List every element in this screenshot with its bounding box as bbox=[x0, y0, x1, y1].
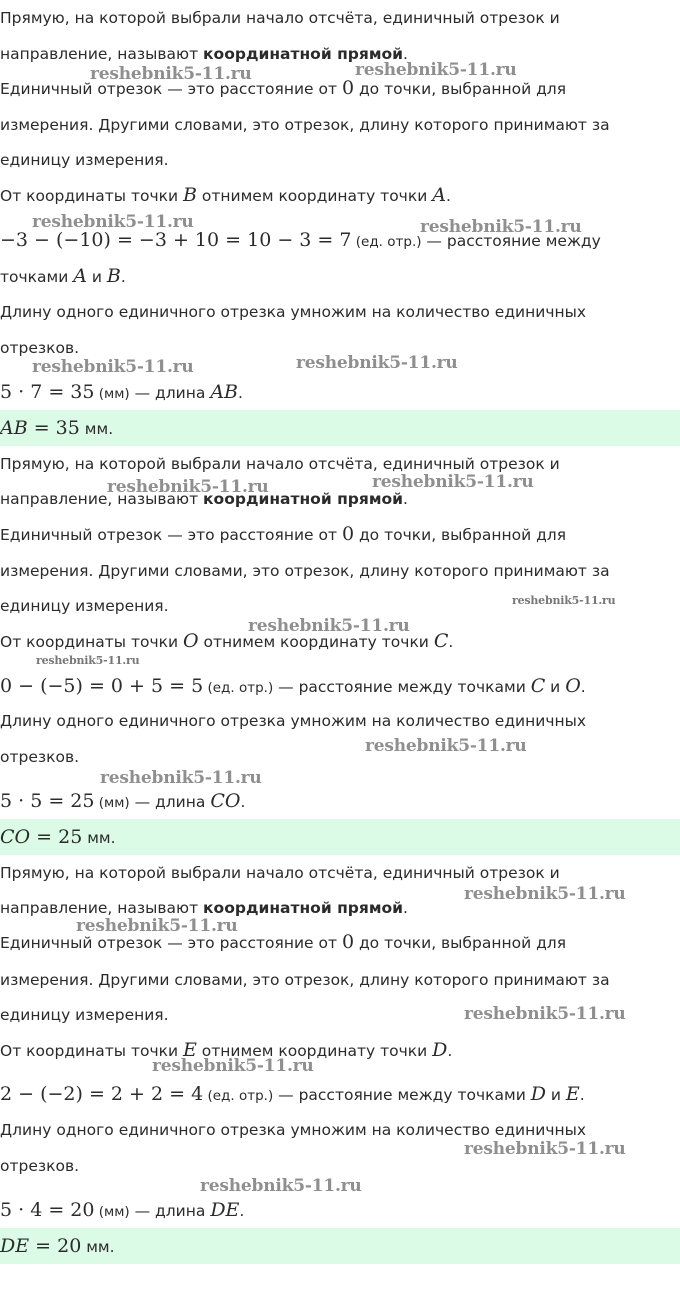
watermark: reshebnik5-11.ru bbox=[90, 64, 252, 84]
unit-label: мм. bbox=[81, 1238, 115, 1256]
point-label: D bbox=[432, 1039, 448, 1061]
distance-calculation bbox=[0, 1084, 585, 1106]
unit-label: (ед. отр.) bbox=[203, 680, 274, 696]
step-text: От координаты точки bbox=[0, 187, 183, 205]
definition-text: направление, называют bbox=[0, 45, 204, 63]
term-coordinate-line: координатной прямой bbox=[203, 45, 404, 63]
step-text: — длина bbox=[129, 793, 211, 811]
punctuation: . bbox=[445, 187, 451, 205]
punctuation: . bbox=[120, 268, 126, 286]
watermark: reshebnik5-11.ru bbox=[420, 217, 582, 237]
unit-label: (мм) bbox=[94, 795, 130, 811]
distance-formula: 0 − (−5) = 0 + 5 = 5 bbox=[0, 675, 204, 697]
unit-definition-text: измерения. Другими словами, это отрезок, длину которого принимают за bbox=[0, 116, 610, 134]
unit-definition-text: единицу измерения. bbox=[0, 1006, 169, 1024]
unit-definition-line bbox=[0, 524, 566, 545]
distance-calculation bbox=[0, 676, 586, 698]
watermark: reshebnik5-11.ru bbox=[76, 916, 238, 936]
answer-line bbox=[0, 418, 113, 439]
watermark: reshebnik5-11.ru bbox=[152, 1056, 314, 1076]
segment-label: CO bbox=[0, 826, 31, 848]
watermark: reshebnik5-11.ru bbox=[107, 477, 269, 497]
unit-label: (ед. отр.) bbox=[351, 234, 422, 250]
punctuation: . bbox=[579, 1086, 585, 1104]
point-label: O bbox=[182, 630, 199, 652]
step-text: — расстояние между точками bbox=[273, 1086, 531, 1104]
step-text: — длина bbox=[129, 384, 211, 402]
multiply-step bbox=[0, 1120, 586, 1140]
answer-line bbox=[0, 1236, 115, 1257]
multiply-step bbox=[0, 711, 586, 731]
watermark: reshebnik5-11.ru bbox=[512, 594, 616, 607]
definition-line bbox=[0, 8, 560, 28]
watermark: reshebnik5-11.ru bbox=[36, 654, 140, 667]
point-label: B bbox=[182, 184, 197, 206]
step-text: Длину одного единичного отрезка умножим на количество единичных bbox=[0, 1121, 587, 1139]
term-coordinate-line: координатной прямой bbox=[203, 490, 404, 508]
unit-definition-line bbox=[0, 561, 610, 581]
unit-definition-line bbox=[0, 596, 169, 616]
step-text: и bbox=[86, 268, 107, 286]
point-label: C bbox=[433, 630, 449, 652]
step-text: точками bbox=[0, 268, 74, 286]
definition-text: Прямую, на которой выбрали начало отсчёта, единичный отрезок и bbox=[0, 864, 560, 882]
unit-definition-line bbox=[0, 115, 610, 135]
distance-formula: 2 − (−2) = 2 + 2 = 4 bbox=[0, 1083, 204, 1105]
step-text: От координаты точки bbox=[0, 633, 183, 651]
answer-value: = 25 bbox=[30, 826, 83, 848]
step-text: отрезков. bbox=[0, 339, 80, 357]
multiply-step bbox=[0, 302, 586, 322]
unit-label: (ед. отр.) bbox=[203, 1088, 274, 1104]
distance-calculation-cont bbox=[0, 266, 126, 287]
unit-label: мм. bbox=[79, 420, 114, 438]
watermark: reshebnik5-11.ru bbox=[355, 60, 517, 80]
subtraction-step bbox=[0, 185, 451, 206]
step-text: отнимем координату точки bbox=[196, 1042, 433, 1060]
segment-label: AB bbox=[210, 381, 238, 403]
multiply-step bbox=[0, 747, 79, 767]
unit-label: мм. bbox=[82, 829, 116, 847]
unit-definition-text: единицу измерения. bbox=[0, 597, 169, 615]
segment-label: AB bbox=[0, 417, 28, 439]
unit-definition-text: единицу измерения. bbox=[0, 151, 169, 169]
definition-text: Прямую, на которой выбрали начало отсчёта, единичный отрезок и bbox=[0, 455, 560, 473]
punctuation: . bbox=[240, 793, 246, 811]
answer-box bbox=[0, 410, 680, 446]
unit-definition-line bbox=[0, 1005, 169, 1025]
point-label: C bbox=[530, 675, 546, 697]
step-text: и bbox=[545, 678, 566, 696]
unit-definition-text: до точки, выбранной для bbox=[354, 80, 567, 98]
definition-line bbox=[0, 454, 560, 474]
watermark: reshebnik5-11.ru bbox=[464, 1139, 626, 1159]
point-label: E bbox=[565, 1083, 580, 1105]
point-label: E bbox=[182, 1039, 197, 1061]
unit-definition-text: Единичный отрезок — это расстояние от bbox=[0, 526, 342, 544]
watermark: reshebnik5-11.ru bbox=[372, 472, 534, 492]
unit-label: (мм) bbox=[94, 1204, 130, 1220]
answer-value: = 35 bbox=[27, 417, 80, 439]
answer-box bbox=[0, 819, 680, 855]
step-text: и bbox=[545, 1086, 566, 1104]
math-zero: 0 bbox=[341, 523, 355, 545]
multiply-step bbox=[0, 1156, 79, 1176]
point-label: A bbox=[432, 184, 446, 206]
unit-definition-line bbox=[0, 78, 566, 99]
step-text: отнимем координату точки bbox=[198, 633, 434, 651]
unit-definition-text: Единичный отрезок — это расстояние от bbox=[0, 934, 342, 952]
punctuation: . bbox=[403, 899, 408, 917]
segment-label: CO bbox=[210, 790, 241, 812]
definition-line bbox=[0, 863, 560, 883]
unit-definition-text: измерения. Другими словами, это отрезок, длину которого принимают за bbox=[0, 971, 610, 989]
point-label: B bbox=[106, 265, 121, 287]
length-formula: 5 · 7 = 35 bbox=[0, 381, 95, 403]
step-text: — расстояние между bbox=[421, 232, 601, 250]
watermark: reshebnik5-11.ru bbox=[464, 1004, 626, 1024]
watermark: reshebnik5-11.ru bbox=[200, 1176, 362, 1196]
unit-label: (мм) bbox=[94, 386, 130, 402]
step-text: отрезков. bbox=[0, 1157, 80, 1175]
step-text: Длину одного единичного отрезка умножим на количество единичных bbox=[0, 712, 587, 730]
watermark: reshebnik5-11.ru bbox=[296, 353, 458, 373]
punctuation: . bbox=[448, 633, 454, 651]
punctuation: . bbox=[238, 384, 243, 402]
unit-definition-line bbox=[0, 970, 610, 990]
watermark: reshebnik5-11.ru bbox=[365, 736, 527, 756]
answer-box bbox=[0, 1228, 680, 1264]
length-formula: 5 · 5 = 25 bbox=[0, 790, 95, 812]
segment-label: DE bbox=[210, 1199, 240, 1221]
punctuation: . bbox=[239, 1202, 245, 1220]
definition-text: направление, называют bbox=[0, 899, 204, 917]
step-text: — длина bbox=[129, 1202, 211, 1220]
point-label: A bbox=[73, 265, 87, 287]
step-text: Длину одного единичного отрезка умножим на количество единичных bbox=[0, 303, 587, 321]
term-coordinate-line: координатной прямой bbox=[203, 899, 404, 917]
punctuation: . bbox=[403, 45, 408, 63]
unit-definition-text: измерения. Другими словами, это отрезок, длину которого принимают за bbox=[0, 562, 610, 580]
unit-definition-line bbox=[0, 150, 169, 170]
watermark: reshebnik5-11.ru bbox=[32, 212, 194, 232]
watermark: reshebnik5-11.ru bbox=[464, 884, 626, 904]
segment-label: DE bbox=[0, 1235, 30, 1257]
unit-definition-text: до точки, выбранной для bbox=[354, 526, 567, 544]
definition-line bbox=[0, 44, 408, 64]
multiply-step bbox=[0, 338, 79, 358]
length-calculation bbox=[0, 1200, 244, 1222]
step-text: — расстояние между точками bbox=[273, 678, 531, 696]
math-zero: 0 bbox=[341, 931, 355, 953]
math-zero: 0 bbox=[341, 77, 355, 99]
step-text: От координаты точки bbox=[0, 1042, 183, 1060]
point-label: D bbox=[530, 1083, 546, 1105]
definition-text: направление, называют bbox=[0, 490, 204, 508]
distance-formula: −3 − (−10) = −3 + 10 = 10 − 3 = 7 bbox=[0, 229, 352, 251]
definition-text: Прямую, на которой выбрали начало отсчёта, единичный отрезок и bbox=[0, 9, 560, 27]
punctuation: . bbox=[580, 678, 586, 696]
punctuation: . bbox=[403, 490, 408, 508]
answer-line bbox=[0, 827, 116, 848]
unit-definition-text: Единичный отрезок — это расстояние от bbox=[0, 80, 342, 98]
watermark: reshebnik5-11.ru bbox=[32, 357, 194, 377]
watermark: reshebnik5-11.ru bbox=[100, 768, 262, 788]
definition-line bbox=[0, 898, 408, 918]
step-text: отнимем координату точки bbox=[196, 187, 433, 205]
watermark: reshebnik5-11.ru bbox=[248, 616, 410, 636]
length-calculation bbox=[0, 382, 243, 404]
length-formula: 5 · 4 = 20 bbox=[0, 1199, 95, 1221]
punctuation: . bbox=[447, 1042, 453, 1060]
unit-definition-text: до точки, выбранной для bbox=[354, 934, 567, 952]
answer-value: = 20 bbox=[29, 1235, 82, 1257]
step-text: отрезков. bbox=[0, 748, 80, 766]
point-label: O bbox=[565, 675, 581, 697]
length-calculation bbox=[0, 791, 245, 813]
